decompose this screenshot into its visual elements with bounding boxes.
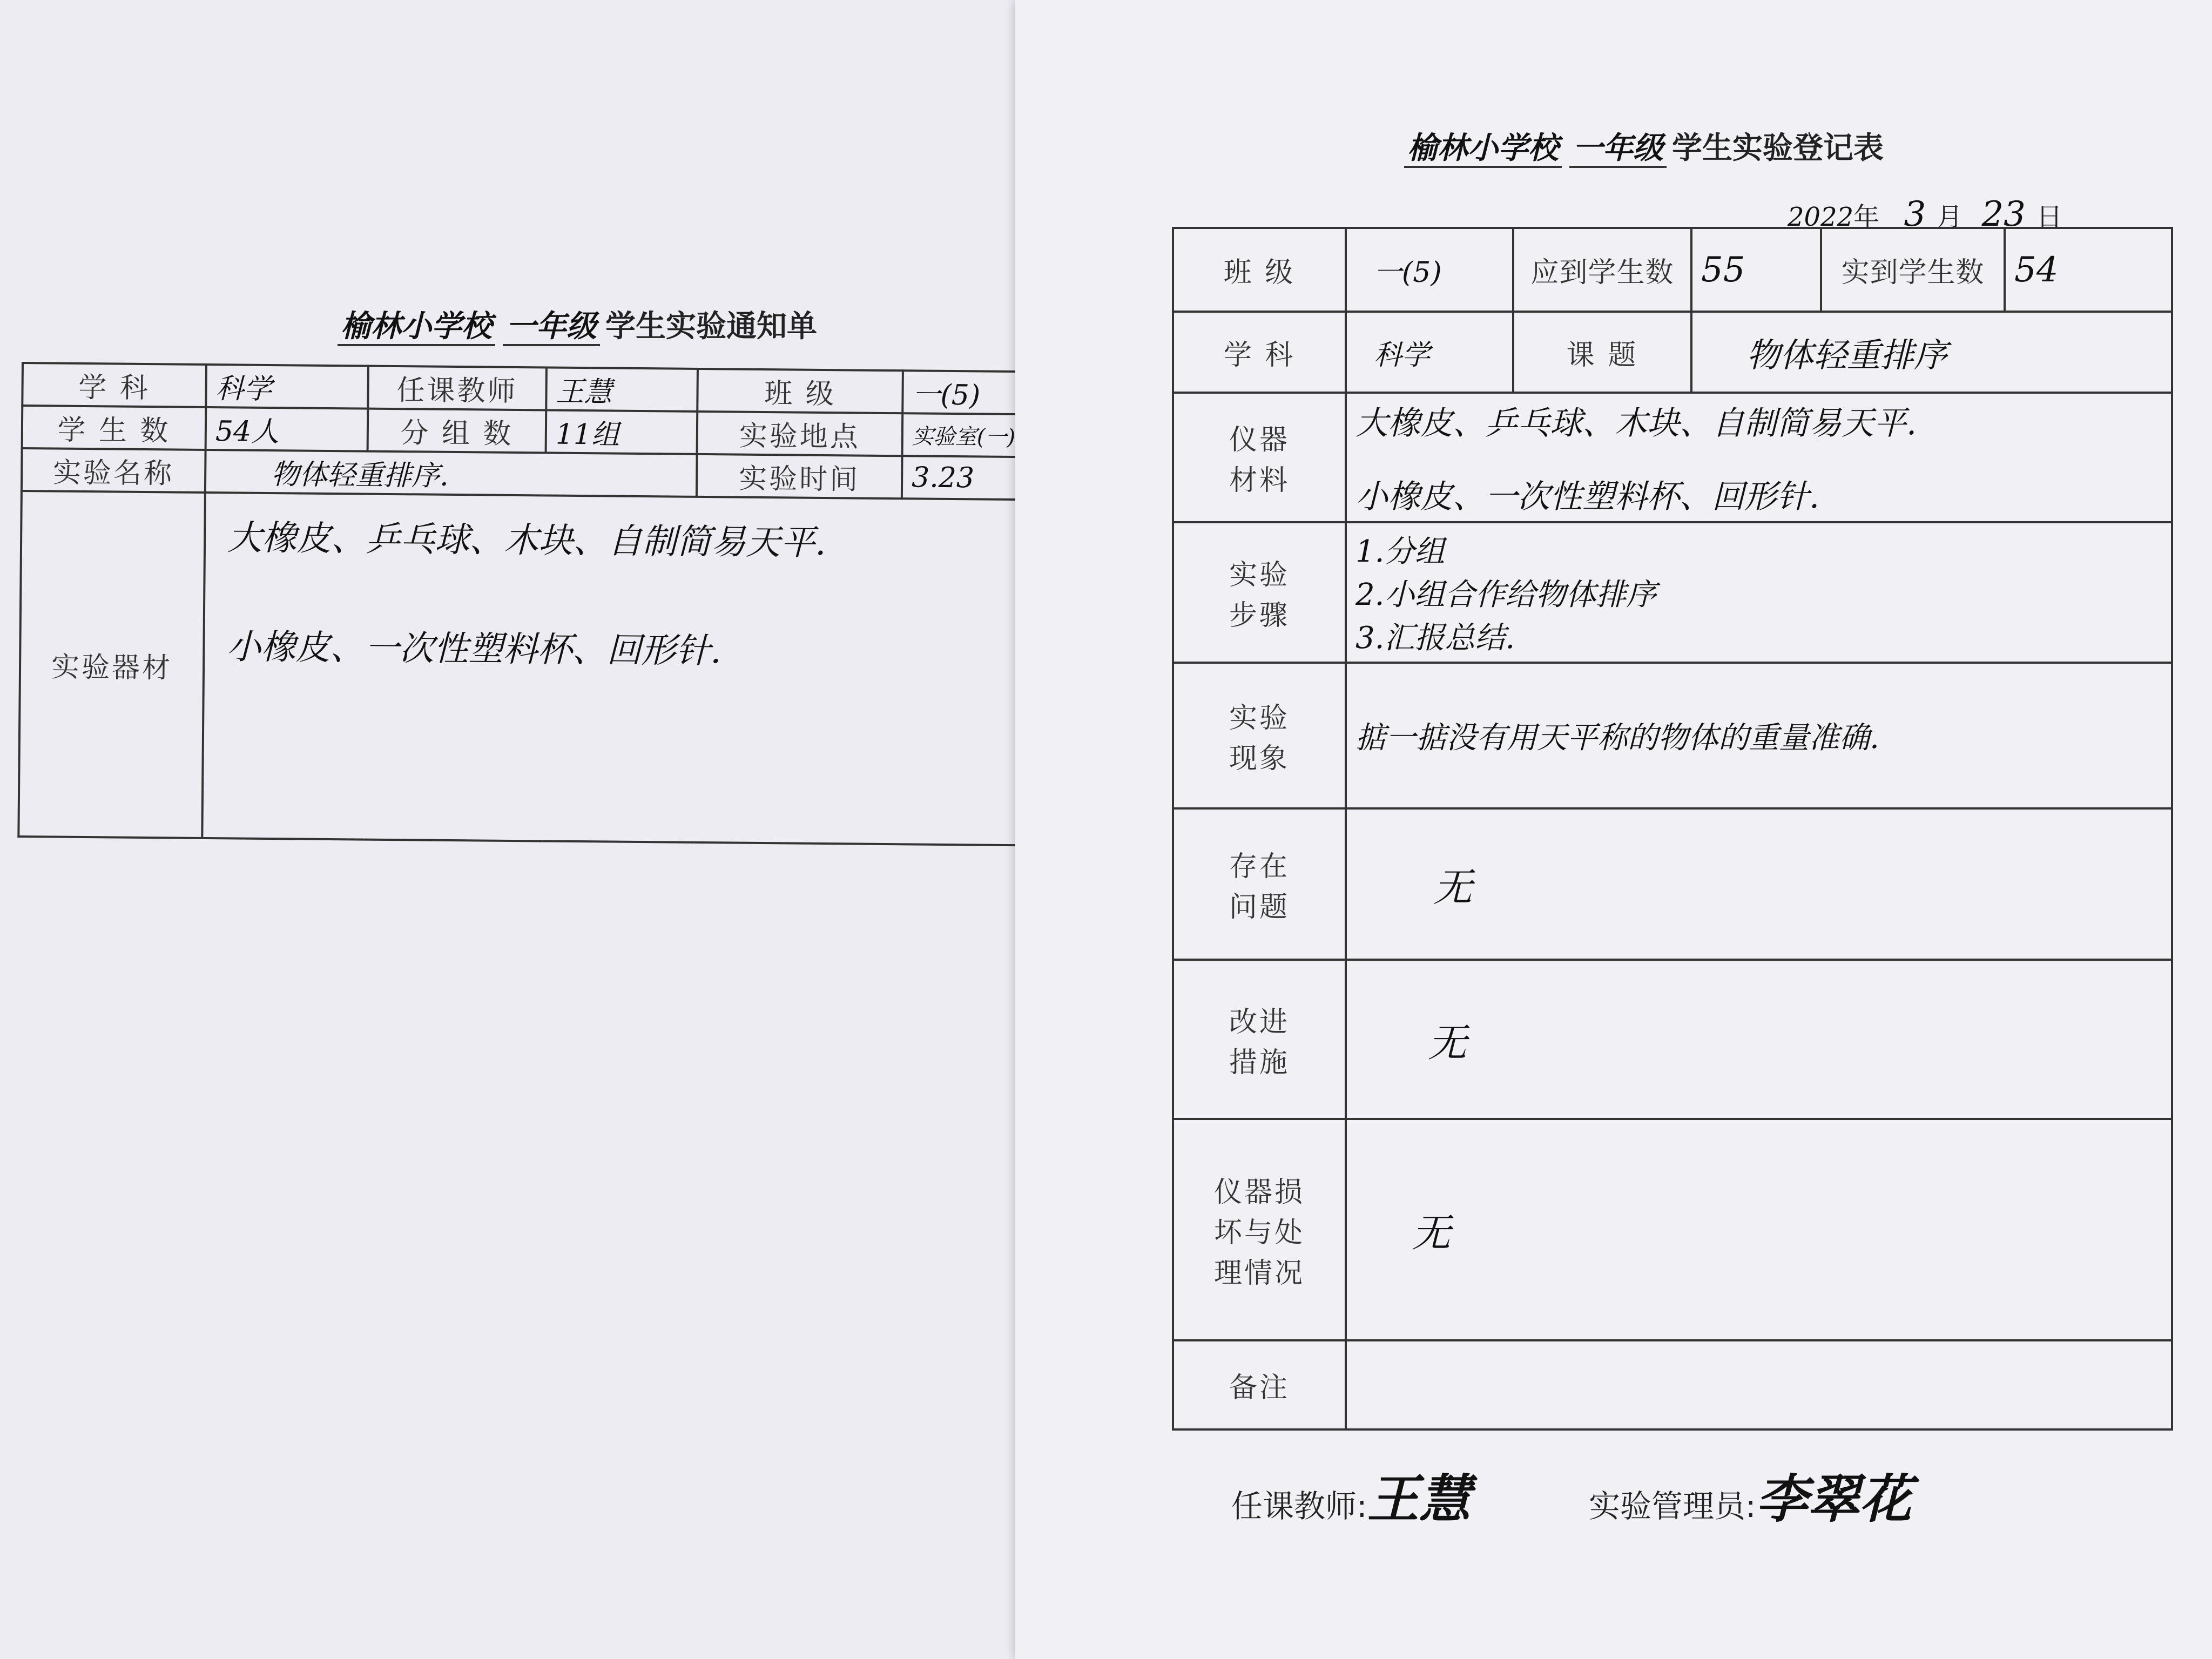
notice-grade: 一年级	[503, 308, 600, 346]
notice-students-label: 学 生 数	[22, 406, 206, 450]
reg-topic-value: 物体轻重排序	[1691, 312, 2172, 393]
register-school: 榆林小学校	[1404, 130, 1562, 168]
register-footer	[1231, 1458, 1912, 1532]
reg-remarks-label: 备注	[1173, 1340, 1346, 1429]
reg-step-2: 2.小组合作给物体排序	[1355, 577, 1657, 612]
reg-damage-value: 无	[1346, 1119, 2172, 1340]
date-day: 23	[1981, 194, 2026, 234]
admin-sign-label: 实验管理员:	[1588, 1488, 1756, 1525]
reg-remarks-value	[1346, 1340, 2172, 1429]
notice-equipment-label: 实验器材	[18, 491, 205, 838]
admin-signature: 李翠花	[1756, 1468, 1912, 1529]
reg-subject-label: 学 科	[1173, 312, 1346, 393]
notice-teacher-label: 任课教师	[368, 366, 547, 410]
date-month-unit: 月	[1937, 202, 1963, 232]
date-year-unit: 年	[1853, 202, 1880, 232]
reg-phenomenon-label	[1173, 663, 1346, 808]
reg-steps-label-2: 步骤	[1229, 599, 1290, 632]
reg-actual-label: 实到学生数	[1821, 228, 2005, 312]
register-title	[1404, 124, 1884, 167]
register-sheet	[1015, 0, 2212, 1659]
reg-actual-value: 54	[2005, 228, 2172, 312]
notice-class-label: 班 级	[697, 369, 903, 413]
notice-subject-value: 科学	[206, 365, 368, 409]
reg-subject-value: 科学	[1346, 312, 1513, 393]
notice-location-label: 实验地点	[697, 412, 903, 456]
reg-improvement-value: 无	[1346, 960, 2172, 1119]
notice-teacher-value: 王慧	[546, 367, 698, 411]
notice-groups-value: 11组	[546, 410, 698, 454]
reg-expected-value: 55	[1691, 228, 1821, 312]
reg-damage-label	[1173, 1119, 1346, 1340]
reg-step-3: 3.汇报总结.	[1355, 621, 1515, 656]
date-month: 3	[1904, 194, 1926, 234]
register-table	[1172, 227, 2173, 1431]
reg-improvement-label	[1173, 960, 1346, 1119]
reg-class-label: 班 级	[1173, 228, 1346, 312]
notice-exp-name-label: 实验名称	[22, 448, 206, 493]
reg-materials-cell	[1346, 393, 2172, 522]
register-title-suffix: 学生实验登记表	[1672, 131, 1884, 166]
date-day-unit: 日	[2036, 202, 2062, 232]
reg-improvement-label-2: 措施	[1229, 1046, 1290, 1079]
reg-step-1: 1.分组	[1355, 534, 1445, 569]
reg-damage-label-3: 理情况	[1213, 1257, 1305, 1290]
reg-materials-label-1: 仪器	[1229, 424, 1290, 456]
reg-materials-line2: 小橡皮、一次性塑料杯、回形针.	[1355, 478, 1820, 516]
teacher-sign-label: 任课教师:	[1231, 1488, 1367, 1525]
teacher-signature: 王慧	[1367, 1468, 1471, 1529]
reg-phenomenon-value: 掂一掂没有用天平称的物体的重量准确.	[1346, 663, 2172, 808]
reg-steps-label	[1173, 522, 1346, 663]
reg-materials-line1: 大橡皮、乒乓球、木块、自制简易天平.	[1355, 404, 1917, 442]
notice-exp-time-value: 3.23	[902, 456, 1032, 500]
reg-steps-cell	[1346, 522, 2172, 663]
notice-students-value: 54人	[206, 407, 368, 451]
notice-table	[17, 362, 1034, 846]
register-grade: 一年级	[1569, 130, 1667, 168]
reg-problems-value: 无	[1346, 808, 2172, 960]
notice-location-value: 实验室(一)	[902, 413, 1033, 457]
notice-groups-label: 分 组 数	[368, 409, 547, 453]
reg-materials-label	[1173, 393, 1346, 522]
reg-expected-label: 应到学生数	[1513, 228, 1691, 312]
reg-problems-label-2: 问题	[1229, 891, 1290, 923]
reg-problems-label	[1173, 808, 1346, 960]
reg-class-value: 一(5)	[1346, 228, 1513, 312]
reg-phenomenon-label-2: 现象	[1229, 743, 1290, 775]
reg-materials-label-2: 材料	[1229, 464, 1290, 497]
notice-sheet	[0, 0, 1056, 1659]
notice-exp-time-label: 实验时间	[697, 454, 902, 498]
reg-phenomenon-label-1: 实验	[1229, 702, 1290, 734]
reg-improvement-label-1: 改进	[1229, 1006, 1290, 1038]
reg-damage-label-2: 坏与处	[1213, 1216, 1305, 1249]
notice-title-suffix: 学生实验通知单	[605, 309, 817, 344]
date-year: 2022	[1788, 202, 1854, 232]
notice-school: 榆林小学校	[338, 308, 495, 346]
notice-title	[338, 302, 817, 346]
notice-subject-label: 学 科	[22, 363, 206, 407]
reg-topic-label: 课 题	[1513, 312, 1691, 393]
notice-exp-name-value: 物体轻重排序.	[205, 450, 697, 497]
notice-class-value: 一(5)	[902, 370, 1033, 414]
reg-problems-label-1: 存在	[1229, 851, 1290, 883]
notice-equipment-line1: 大橡皮、乒乓球、木块、自制简易天平.	[227, 518, 826, 564]
reg-damage-label-1: 仪器损	[1213, 1176, 1305, 1209]
notice-equipment-line2: 小橡皮、一次性塑料杯、回形针.	[226, 627, 722, 672]
notice-equipment-cell	[202, 493, 1031, 845]
reg-steps-label-1: 实验	[1229, 559, 1290, 591]
